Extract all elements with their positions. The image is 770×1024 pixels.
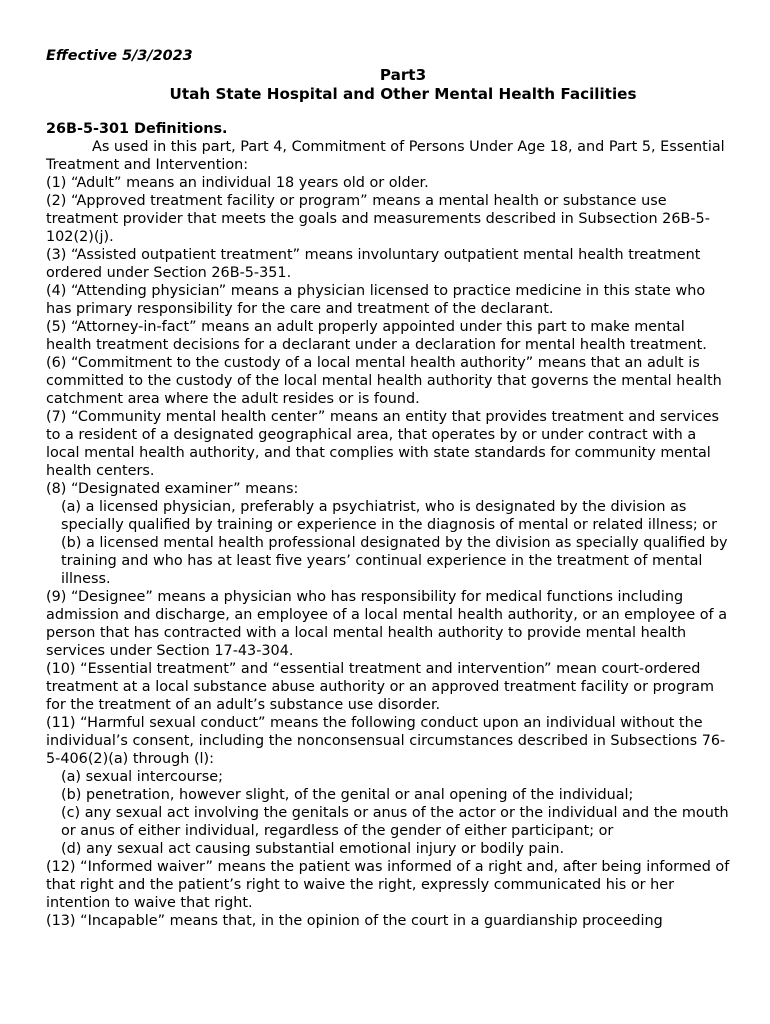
definition-item: (8) “Designated examiner” means: [46,481,299,497]
definition-item: (1) “Adult” means an individual 18 years old or older. [46,175,429,191]
definition-subitem: (d) any sexual act causing substantial emotional injury or bodily pain. [61,841,565,857]
definition-item: (13) “Incapable” means that, in the opinion of the court in a guardianship proceeding [46,913,663,929]
definition-subitem: (b) penetration, however slight, of the genital or anal opening of the individual; [61,787,634,803]
definition-item: (2) “Approved treatment facility or program” means a mental health or substance use treatment provider that meets the goals and measurements described in Subsection 26B-5-102(2)(j). [46,193,710,245]
definition-item: (7) “Community mental health center” means an entity that provides treatment and services to a resident of a designated geographical area, that operates by or under contract with a local mental health authority, and that complies with state standards for community mental health centers. [46,409,719,479]
part-number: Part3 [379,66,427,84]
definition-subitem: (a) a licensed physician, preferably a psychiatrist, who is designated by the division as specially qualified by training or experience in the diagnosis of mental or related illness; or [61,499,717,533]
part-title: Utah State Hospital and Other Mental Health Facilities [169,85,637,103]
definition-subitem: (a) sexual intercourse; [61,769,223,785]
definition-item: (11) “Harmful sexual conduct” means the following conduct upon an individual without the individual’s consent, including the nonconsensual circumstances described in Subsections 76-5-406(2)(a) through (l): [46,715,726,767]
definition-item: (3) “Assisted outpatient treatment” means involuntary outpatient mental health treatment ordered under Section 26B-5-351. [46,247,701,281]
definition-item: (10) “Essential treatment” and “essential treatment and intervention” mean court-ordered treatment at a local substance abuse authority or an approved treatment facility or program for the treatment of an adult’s substance use disorder. [46,661,715,713]
definition-subitem: (b) a licensed mental health professional designated by the division as specially qualified by training and who has at least five years’ continual experience in the treatment of mental illness. [61,535,728,587]
definition-item: (12) “Informed waiver” means the patient was informed of a right and, after being informed of that right and the patient’s right to waive the right, expressly communicated his or her intention to waive that right. [46,859,730,911]
effective-date: Effective 5/3/2023 [46,48,193,64]
definition-item: (6) “Commitment to the custody of a local mental health authority” means that an adult is committed to the custody of the local mental health authority that governs the mental health catchment area where the adult resides or is found. [46,355,722,407]
definition-subitem: (c) any sexual act involving the genitals or anus of the actor or the individual and the mouth or anus of either individual, regardless of the gender of either participant; or [61,805,729,839]
definition-item: (5) “Attorney-in-fact” means an adult properly appointed under this part to make mental health treatment decisions for a declarant under a declaration for mental health treatment. [46,319,707,353]
definition-item: (4) “Attending physician” means a physician licensed to practice medicine in this state who has primary responsibility for the care and treatment of the declarant. [46,283,706,317]
definition-item: (9) “Designee” means a physician who has responsibility for medical functions including admission and discharge, an employee of a local mental health authority, or an employee of a person that has contracted with a local mental health authority to provide mental health services under Section 17-43-304. [46,589,728,659]
spacer [46,104,730,120]
section-title: 26B-5-301 Definitions. [46,121,228,137]
section-intro: As used in this part, Part 4, Commitment of Persons Under Age 18, and Part 5, Essential Treatment and Intervention: [46,139,725,173]
